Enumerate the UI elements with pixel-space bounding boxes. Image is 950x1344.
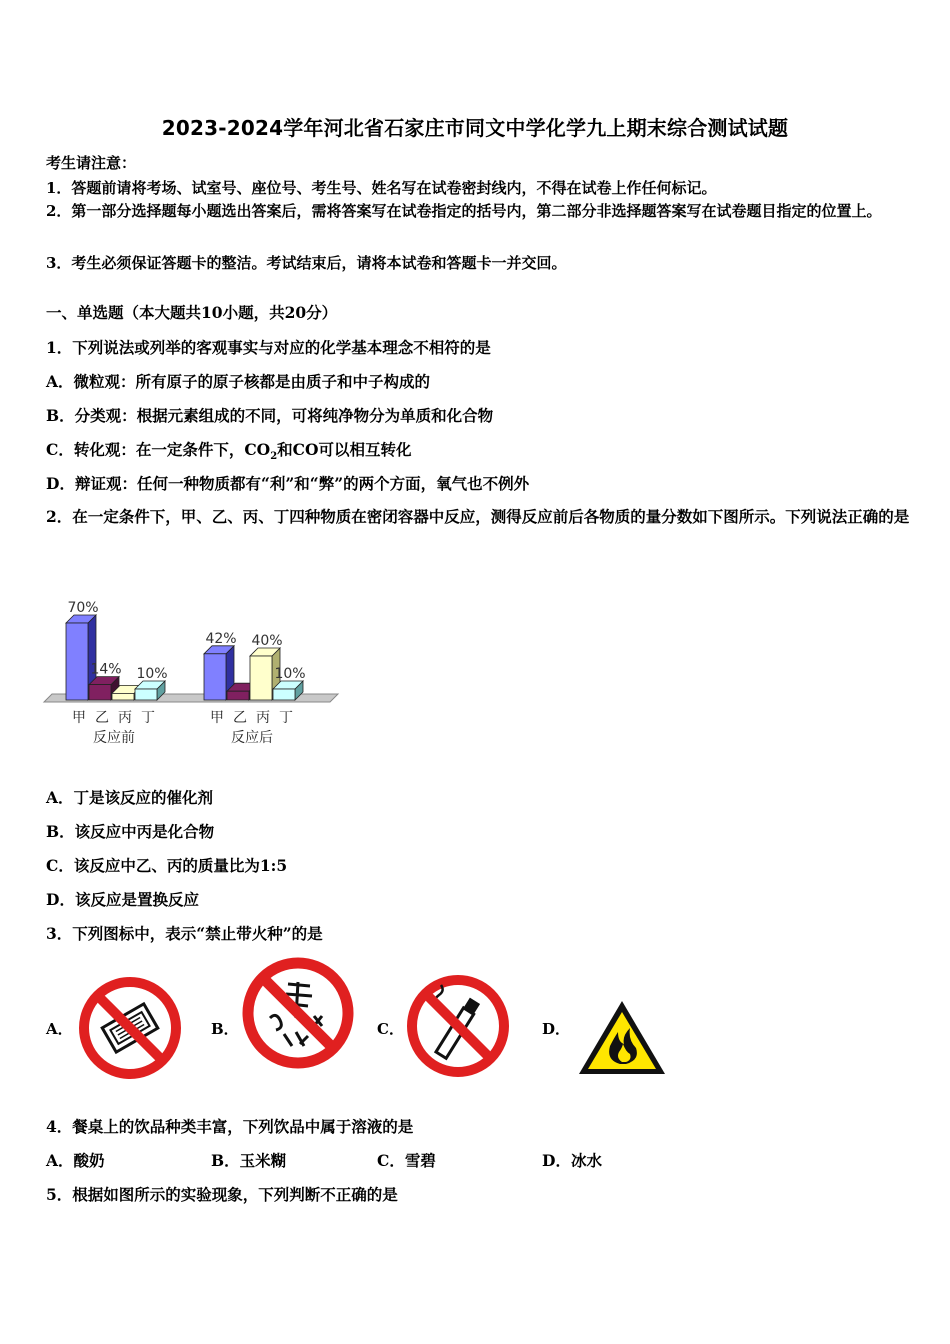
option-label-c: C． bbox=[377, 1020, 404, 1038]
question-1-option-d: D．辩证观：任何一种物质都有“利”和“弊”的两个方面，氧气也不例外 bbox=[46, 474, 530, 493]
group-label: 反应前 bbox=[93, 730, 135, 746]
question-4-option-b: B．玉米糊 bbox=[211, 1151, 287, 1170]
question-1-stem: 1．下列说法或列举的客观事实与对应的化学基本理念不相符的是 bbox=[46, 338, 491, 357]
bar bbox=[112, 693, 134, 700]
group-label: 反应后 bbox=[231, 730, 273, 746]
question-1-option-c bbox=[46, 438, 412, 462]
bar bbox=[204, 654, 226, 700]
data-label: 10% bbox=[274, 666, 306, 682]
data-label: 42% bbox=[205, 630, 237, 647]
option-c-text-end: 和CO可以相互转化 bbox=[277, 440, 412, 459]
data-label: 70% bbox=[67, 600, 99, 616]
notice-heading: 考生请注意： bbox=[46, 154, 137, 172]
bar bbox=[273, 689, 295, 700]
tick-label: 乙 bbox=[95, 710, 109, 726]
question-2-option-b: B．该反应中丙是化合物 bbox=[46, 822, 215, 841]
bar-chart bbox=[40, 578, 360, 748]
data-label: 10% bbox=[136, 666, 168, 682]
question-2-option-c: C．该反应中乙、丙的质量比为1:5 bbox=[46, 856, 288, 875]
question-2-option-a: A．丁是该反应的催化剂 bbox=[46, 788, 214, 807]
bar bbox=[135, 689, 157, 700]
notice-item: 1．答题前请将考场、试室号、座位号、考生号、姓名写在试卷密封线内，不得在试卷上作任何标记。 bbox=[46, 179, 717, 197]
section-heading: 一、单选题（本大题共10小题，共20分） bbox=[46, 303, 338, 322]
option-c-text: C．转化观：在一定条件下，CO bbox=[46, 440, 271, 459]
question-2-option-d: D．该反应是置换反应 bbox=[46, 890, 199, 909]
no-fireworks-icon bbox=[240, 956, 356, 1074]
data-label: 40% bbox=[251, 633, 283, 649]
notice-item: 3．考生必须保证答题卡的整洁。考试结束后，请将本试卷和答题卡一并交回。 bbox=[46, 254, 567, 272]
question-5-stem: 5．根据如图所示的实验现象，下列判断不正确的是 bbox=[46, 1185, 398, 1204]
tick-label: 丙 bbox=[118, 710, 132, 726]
option-label-d: D． bbox=[542, 1020, 571, 1038]
question-4-option-c: C．雪碧 bbox=[377, 1151, 436, 1170]
tick-label: 甲 bbox=[72, 710, 86, 726]
question-4-option-d: D．冰水 bbox=[542, 1151, 602, 1170]
bar bbox=[250, 656, 272, 700]
tick-label: 丙 bbox=[256, 710, 270, 726]
subscript: 2 bbox=[270, 451, 278, 463]
question-3-stem: 3．下列图标中，表示“禁止带火种”的是 bbox=[46, 924, 323, 943]
no-smoking-icon bbox=[405, 973, 511, 1083]
flammable-warning-icon bbox=[576, 998, 668, 1082]
question-2-stem: 2．在一定条件下，甲、乙、丙、丁四种物质在密闭容器中反应，测得反应前后各物质的量分数如下图所示。下列说法正确的是 bbox=[46, 507, 910, 526]
no-matches-icon bbox=[76, 975, 184, 1085]
bar bbox=[227, 691, 249, 700]
data-label: 14% bbox=[90, 661, 122, 678]
notice-item: 2．第一部分选择题每小题选出答案后，需将答案写在试卷指定的括号内，第二部分非选择题答案写在试卷题目指定的位置上。 bbox=[46, 202, 882, 220]
tick-label: 丁 bbox=[141, 710, 155, 726]
page-title: 2023-2024学年河北省石家庄市同文中学化学九上期末综合测试试题 bbox=[161, 116, 789, 140]
tick-label: 丁 bbox=[279, 710, 293, 726]
bar bbox=[66, 623, 88, 700]
question-1-option-a: A．微粒观：所有原子的原子核都是由质子和中子构成的 bbox=[46, 372, 431, 391]
bar bbox=[89, 685, 111, 700]
tick-label: 乙 bbox=[233, 710, 247, 726]
question-4-stem: 4．餐桌上的饮品种类丰富，下列饮品中属于溶液的是 bbox=[46, 1117, 414, 1136]
question-1-option-b: B．分类观：根据元素组成的不同，可将纯净物分为单质和化合物 bbox=[46, 406, 494, 425]
option-label-a: A． bbox=[46, 1020, 73, 1038]
option-label-b: B． bbox=[211, 1020, 239, 1038]
tick-label: 甲 bbox=[210, 710, 224, 726]
question-4-option-a: A．酸奶 bbox=[46, 1151, 105, 1170]
